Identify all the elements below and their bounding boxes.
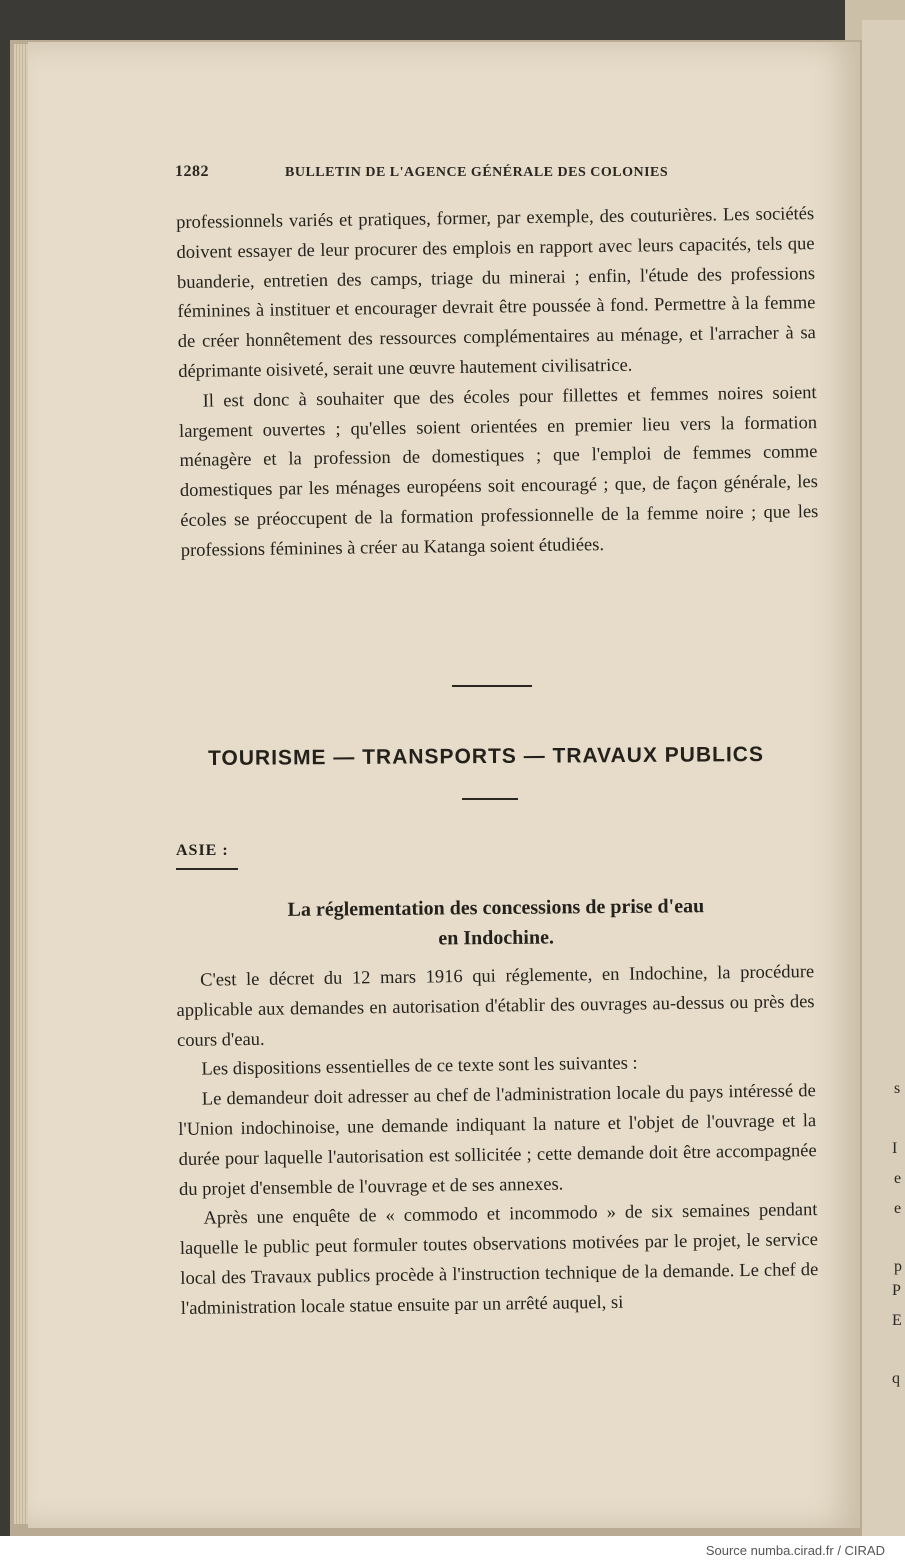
- right-page-fragment: s: [894, 1080, 901, 1097]
- article-body: [176, 958, 819, 1324]
- running-header: [175, 163, 815, 185]
- right-page-fragment: e: [894, 1200, 902, 1217]
- right-page-fragment: e: [894, 1170, 902, 1187]
- paragraph: Après une enquête de « commodo et incommodo » de six semaines pendant laquelle le public peut formuler toutes observations motivées par le projet, le service local des Travaux publics procède à l'instruction technique de la demande. Le chef de l'administration locale statue ensuite par un arrêté auquel, si: [179, 1200, 819, 1319]
- footer: [0, 1536, 905, 1566]
- paragraph: Il est donc à souhaiter que des écoles pour fillettes et femmes noires soient largement ouvertes ; qu'elles soient orientées en premier lieu vers la formation ménagère et la profession de domestiques ; que l'emploi de femmes comme domestiques par les ménages européens soit encouragé ; que, de façon générale, les écoles se préoccupent de la formation professionnelle de la femme noire ; que les professions féminines à créer au Katanga soient étudiées.: [178, 382, 819, 561]
- paragraph: Les dispositions essentielles de ce texte sont les suivantes :: [201, 1053, 638, 1081]
- section-divider: [452, 685, 532, 687]
- running-title: BULLETIN DE L'AGENCE GÉNÉRALE DES COLONIES: [285, 165, 669, 180]
- right-page-fragment: I: [892, 1140, 898, 1157]
- right-page-fragment: E: [892, 1312, 902, 1329]
- paragraph: Le demandeur doit adresser au chef de l'administration locale du pays intéressé de l'Union indochinoise, une demande indiquant la nature et l'objet de l'ouvrage et la durée pour laquelle l'autorisation est sollicitée ; cette demande doit être accompagnée du projet d'ensemble de l'ouvrage et de ses annexes.: [178, 1081, 817, 1200]
- source-credit: Source numba.cirad.fr / CIRAD: [705, 1543, 885, 1558]
- region-underline: [176, 868, 238, 870]
- article-title: [176, 890, 816, 956]
- paragraph: C'est le décret du 12 mars 1916 qui réglemente, en Indochine, la procédure applicable aux demandes en autorisation d'établir des ouvrages au-dessus ou près des cours d'eau.: [176, 962, 815, 1051]
- paragraph: professionnels variés et pratiques, former, par exemple, des couturières. Les sociétés doivent essayer de leur procurer des emplois en rapport avec leurs capacités, tels que buanderie, entretien des camps, triage du minerai ; enfin, l'étude des professions féminines à instituer et encourager devrait être poussée à fond. Permettre à la femme de créer honnêtement des ressources complémentaires au ménage, et l'arracher à sa déprimante oisiveté, serait une œuvre hautement civilisatrice.: [176, 204, 816, 382]
- article-title-line: La réglementation des concessions de prise d'eau: [287, 895, 705, 921]
- right-page-fragment: q: [892, 1370, 900, 1387]
- article-title-line: en Indochine.: [438, 926, 555, 950]
- right-page-fragment: P: [892, 1282, 901, 1299]
- right-page: [862, 20, 905, 1536]
- section-title-underline: [462, 798, 518, 800]
- right-page-fragment: p: [894, 1258, 902, 1275]
- section-title: TOURISME — TRANSPORTS — TRAVAUX PUBLICS: [207, 743, 764, 770]
- page-number: 1282: [175, 163, 209, 180]
- body-text-part1: [176, 200, 819, 566]
- region-heading: ASIE :: [176, 842, 229, 859]
